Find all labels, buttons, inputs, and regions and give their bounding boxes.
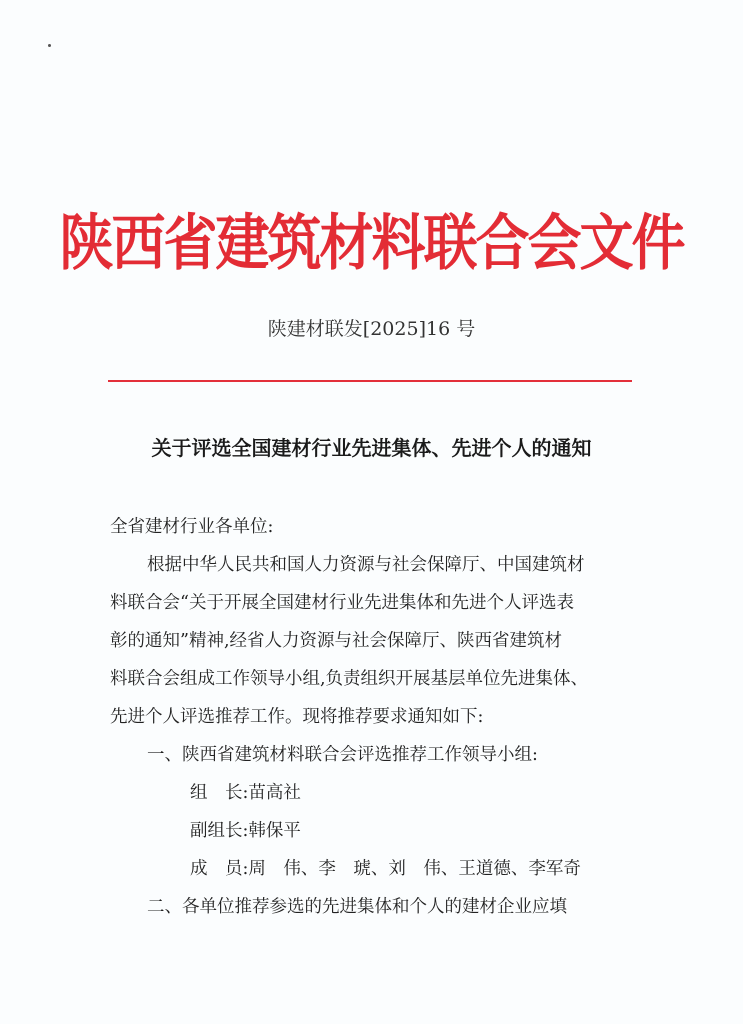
paragraph-line: 料联合会“关于开展全国建材行业先进集体和先进个人评选表 xyxy=(110,593,574,613)
salutation: 全省建材行业各单位: xyxy=(110,517,274,537)
notice-title: 关于评选全国建材行业先进集体、先进个人的通知 xyxy=(151,436,592,460)
paragraph-line: 彰的通知”精神,经省人力资源与社会保障厅、陕西省建筑材 xyxy=(110,631,563,651)
group-deputy: 副组长:韩保平 xyxy=(190,821,301,841)
paragraph-line: 先进个人评选推荐工作。现将推荐要求通知如下: xyxy=(110,707,484,727)
scan-speck xyxy=(48,44,51,47)
group-members: 成 员:周 伟、李 琥、刘 伟、王道德、李军奇 xyxy=(190,859,581,879)
red-header-title: 陕西省建筑材料联合会文件 xyxy=(59,207,684,279)
paragraph-line: 料联合会组成工作领导小组,负责组织开展基层单位先进集体、 xyxy=(110,669,589,689)
section-heading: 一、陕西省建筑材料联合会评选推荐工作领导小组: xyxy=(147,745,538,765)
paragraph-line: 根据中华人民共和国人力资源与社会保障厅、中国建筑材 xyxy=(147,555,585,575)
notice-body xyxy=(110,508,640,926)
red-divider-line xyxy=(108,380,632,382)
section-heading: 二、各单位推荐参选的先进集体和个人的建材企业应填 xyxy=(147,897,567,917)
group-leader: 组 长:苗高社 xyxy=(190,783,301,803)
document-number: 陕建材联发[2025]16 号 xyxy=(267,318,476,340)
